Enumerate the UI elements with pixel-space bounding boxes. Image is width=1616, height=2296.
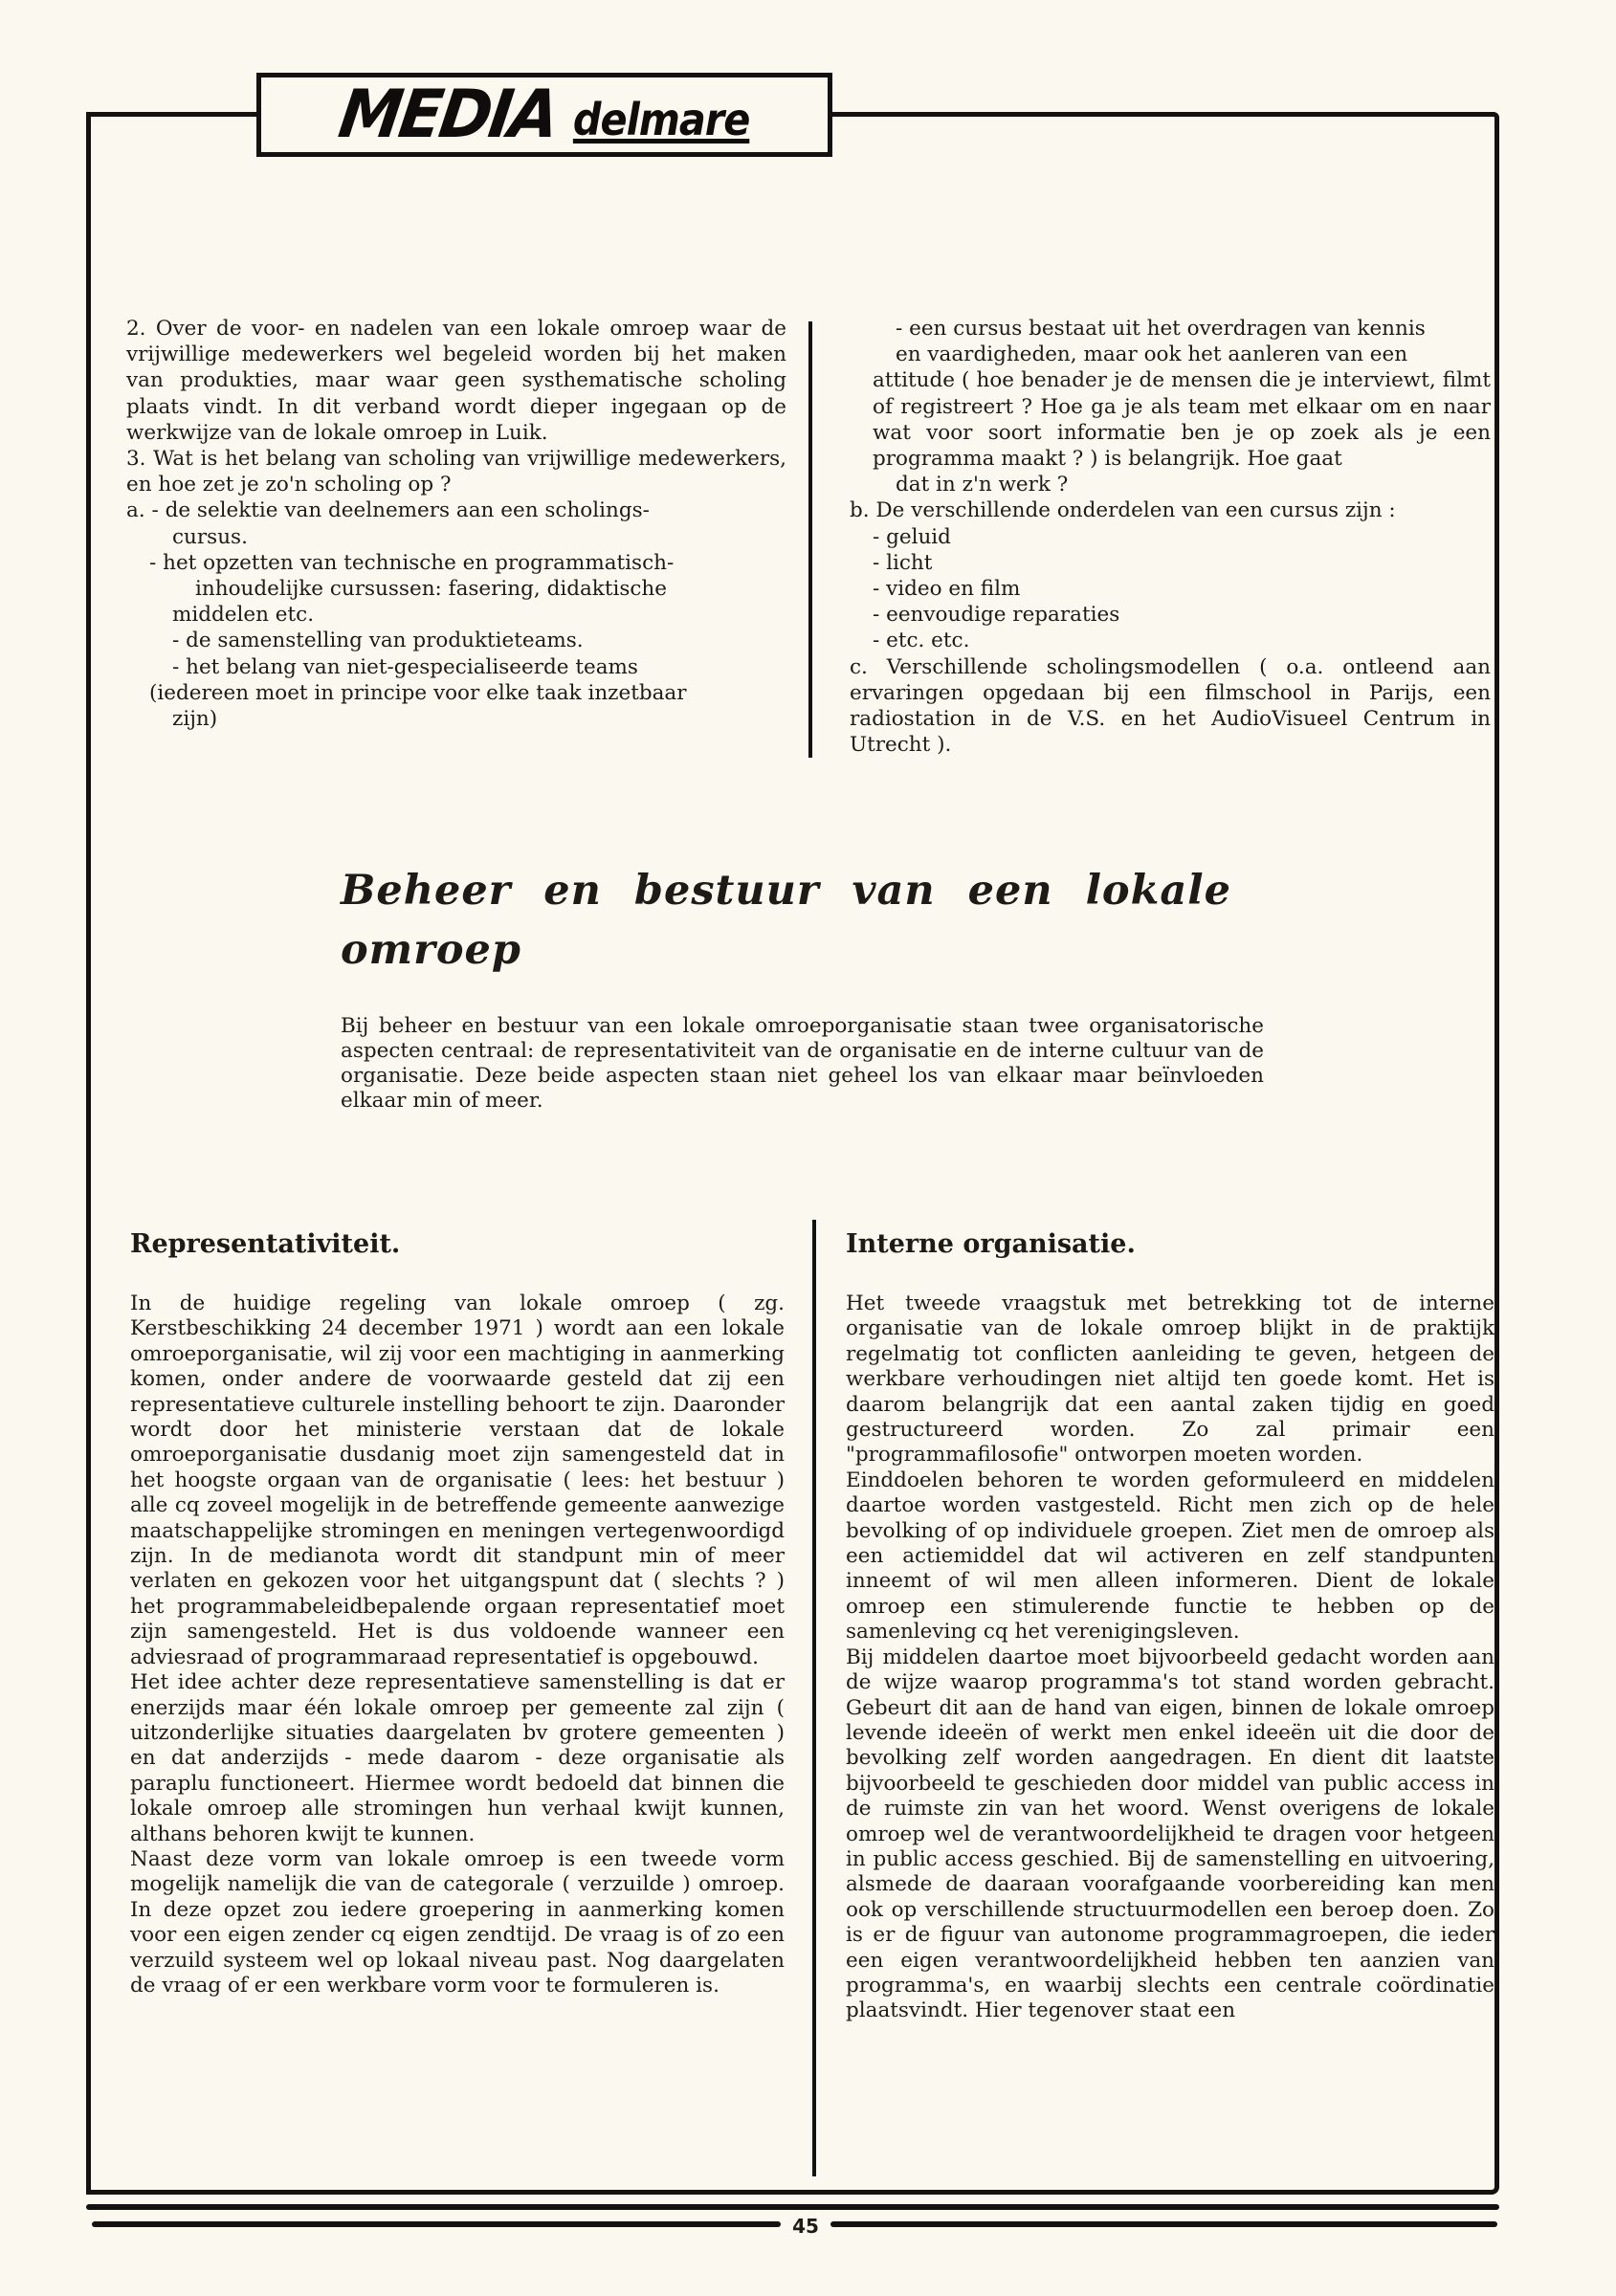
paragraph: 2. Over de voor- en nadelen van een lokale omroep waar de vrijwillige medewerkers wel begeleid worden bij het maken van produkties, maar waar geen systhematische scholing plaats vindt. In dit verband wordt dieper ingegaan op de werkwijze van de lokale omroep in Luik. (126, 317, 786, 445)
article-left-column (130, 1292, 785, 1998)
list-item: (iedereen moet in principe voor elke taak inzetbaar (149, 680, 687, 705)
top-left-column (126, 316, 786, 732)
article-right-column (846, 1292, 1494, 2024)
list-item: - eenvoudige reparaties (873, 603, 1120, 628)
footer-rule-right (830, 2221, 1497, 2227)
masthead (256, 73, 832, 157)
paragraph: Bij middelen daartoe moet bijvoorbeeld gedacht worden aan de wijze waarop programma's tot stand worden gebracht. Gebeurt dit aan de hand van eigen, binnen de lokale omroep levende ideeën of werkt men enkel ideeën uit die door de bevolking zelf worden aangedragen. En dient dit laatste bijvoorbeeld te geschieden door middel van public access in de ruimste zin van het woord. Wenst overigens de lokale omroep wel de verantwoordelijkheid te dragen voor hetgeen in public access geschied. Bij de samenstelling en uitvoering, alsmede de daaraan voorafgaande voorbereiding kan men ook op verschillende structuurmodellen een beroep doen. Zo is er de figuur van autonome programmagroepen, die ieder een eigen verantwoordelijkheid hebben ten aanzien van programma's, en waarbij slechts een centrale coördinatie plaatsvindt. Hier tegenover staat een (846, 1645, 1494, 2023)
list-item: c. Verschillende scholingsmodellen ( o.a. ontleend aan ervaringen opgedaan bij een filmschool in Parijs, een radiostation in de V.S. en het AudioVisueel Centrum in Utrecht ). (850, 654, 1491, 758)
section-heading-representativiteit: Representativiteit. (130, 1229, 401, 1259)
masthead-subtitle: delmare (572, 94, 750, 145)
list-item: a. - de selektie van deelnemers aan een scholings- (126, 498, 650, 523)
list-item: - etc. etc. (873, 629, 970, 653)
list-item: zijn) (172, 707, 218, 732)
top-right-column (850, 316, 1491, 758)
paragraph: In de huidige regeling van lokale omroep ( zg. Kerstbeschikking 24 december 1971 ) wordt aan een lokale omroeporganisatie, wil zij voor een machtiging in aanmerking komen, onder andere de voorwaarde gesteld dat zij een representatieve culturele instelling behoort te zijn. Daaronder wordt door het ministerie verstaan dat de lokale omroeporganisatie dusdanig moet zijn samengesteld dat in het hoogste orgaan van de organisatie ( lees: het bestuur ) alle cq zoveel mogelijk in de betreffende gemeente aanwezige maatschappelijke stromingen en meningen vertegenwoordigd zijn. In de medianota wordt dit standpunt min of meer verlaten en gekozen voor het uitgangspunt dat ( slechts ? ) het programmabeleidbepalende orgaan representatief moet zijn samengesteld. Het is dus voldoende wanneer een adviesraad of programmaraad representatief is opgebouwd. (130, 1292, 785, 1669)
list-item: cursus. (172, 524, 248, 549)
list-item: - video en film (873, 577, 1021, 602)
list-item: - licht (873, 550, 933, 575)
masthead-title: MEDIA (334, 76, 562, 153)
list-item: dat in z'n werk ? (896, 473, 1069, 497)
list-item: inhoudelijke cursussen: fasering, didaktische (195, 577, 667, 602)
list-item: middelen etc. (172, 603, 315, 628)
article-lead: Bij beheer en bestuur van een lokale omroeporganisatie staan twee organisatorische aspecten centraal: de representativiteit van de organisatie en de interne cultuur van de organisatie. Deze beide aspecten staan niet geheel los van elkaar maar beïnvloeden elkaar min of meer. (341, 1014, 1264, 1113)
list-item: en vaardigheden, maar ook het aanleren van een (896, 342, 1408, 367)
footer-rule-left (92, 2221, 781, 2227)
section-heading-interne-organisatie: Interne organisatie. (846, 1229, 1136, 1259)
list-item: - het belang van niet-gespecialiseerde teams (172, 654, 638, 679)
article-headline: Beheer en bestuur van een lokale omroep (341, 867, 1231, 974)
page-number: 45 (792, 2215, 819, 2238)
list-item: - de samenstelling van produktieteams. (172, 629, 584, 653)
footer-rule (86, 2204, 1499, 2210)
list-item: - geluid (873, 524, 951, 549)
paragraph: Naast deze vorm van lokale omroep is een tweede vorm mogelijk namelijk die van de categorale ( verzuilde ) omroep. In deze opzet zou iedere groepering in aanmerking komen voor een eigen zender cq eigen zendtijd. De vraag is of zo een verzuild systeem wel op lokaal niveau past. Nog daargelaten de vraag of er een werkbare vorm voor te formuleren is. (130, 1846, 785, 1998)
column-divider (812, 1220, 816, 2176)
list-item: b. De verschillende onderdelen van een cursus zijn : (850, 498, 1396, 523)
paragraph: Het idee achter deze representatieve samenstelling is dat er enerzijds maar één lokale omroep per gemeente zal zijn ( uitzonderlijke situaties daargelaten bv grotere gemeenten ) en dat anderzijds - mede daarom - deze organisatie als paraplu functioneert. Hiermee wordt bedoeld dat binnen die lokale omroep alle stromingen hun verhaal kwijt kunnen, althans behoren kwijt te kunnen. (130, 1670, 785, 1846)
paragraph: 3. Wat is het belang van scholing van vrijwillige medewerkers, en hoe zet je zo'n scholing op ? (126, 447, 786, 497)
paragraph: Het tweede vraagstuk met betrekking tot de interne organisatie van de lokale omroep blijkt in de praktijk regelmatig tot conflicten aanleiding te geven, hetgeen de werkbare verhoudingen niet altijd ten goede komt. Het is daarom belangrijk dat een aantal zaken tijdig en goed gestructureerd worden. Zo zal primair een "programmafilosofie" ontworpen moeten worden. (846, 1292, 1494, 1468)
column-divider (808, 321, 812, 758)
paragraph: Einddoelen behoren te worden geformuleerd en middelen daartoe worden vastgesteld. Richt men zich op de hele bevolking of op individuele groepen. Ziet men de omroep als een actiemiddel dat wil activeren en zelf standpunten inneemt of wil men alleen informeren. Dient de lokale omroep een stimulerende functie te hebben op de samenleving cq het verenigingsleven. (846, 1468, 1494, 1645)
list-item: attitude ( hoe benader je de mensen die je interviewt, filmt of registreert ? Hoe ga je als team met elkaar om en naar wat voor soort informatie ben je op zoek als je een programma maakt ? ) is belangrijk. Hoe gaat (873, 368, 1491, 472)
list-item: - een cursus bestaat uit het overdragen van kennis (896, 317, 1426, 341)
list-item: - het opzetten van technische en programmatisch- (149, 550, 675, 575)
